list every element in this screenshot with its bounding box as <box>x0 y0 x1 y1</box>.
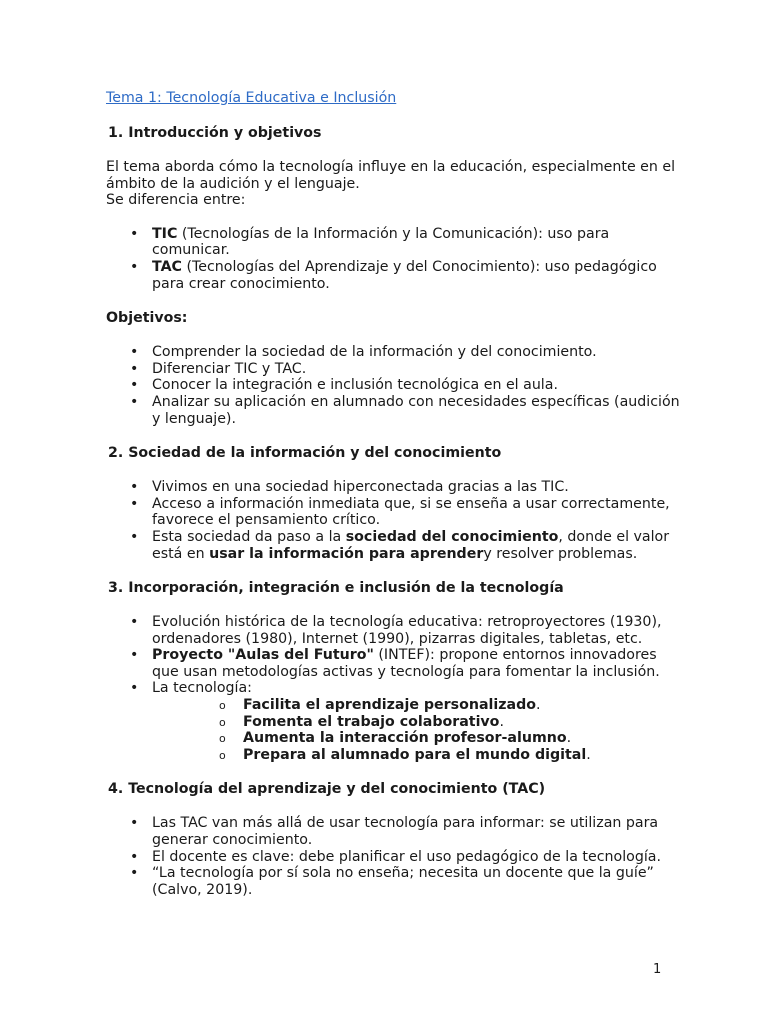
list-item: • Conocer la integración e inclusión tecnológica en el aula. <box>106 377 686 394</box>
section-heading-4: 4. Tecnología del aprendizaje y del conocimiento (TAC) <box>108 781 546 798</box>
section-heading-1: 1. Introducción y objetivos <box>108 125 322 141</box>
document-page <box>106 89 686 915</box>
sublist-item: o Fomenta el trabajo colaborativo. <box>152 714 686 731</box>
list-item: • Las TAC van más allá de usar tecnología para informar: se utilizan para generar conocimiento. <box>106 815 686 848</box>
list-item: • Diferenciar TIC y TAC. <box>106 361 686 378</box>
list-item: • La tecnología: o Facilita el aprendizaje personalizado. o Fomenta el trabajo colaborativo. o Aumenta la interacción profesor-alumno. o Prepara al alumnado para el mundo digital. <box>106 680 686 763</box>
section-heading-3: 3. Incorporación, integración e inclusión de la tecnología <box>108 580 564 597</box>
sublist-item: o Facilita el aprendizaje personalizado. <box>152 697 686 714</box>
section-3-list <box>106 614 686 763</box>
list-item: • “La tecnología por sí sola no enseña; necesita un docente que la guíe” (Calvo, 2019). <box>106 865 686 898</box>
list-item: • Acceso a información inmediata que, si se enseña a usar correctamente, favorece el pensamiento crítico. <box>106 496 686 529</box>
page-number: 1 <box>653 962 662 977</box>
sublist-item: o Aumenta la interacción profesor-alumno. <box>152 730 686 747</box>
list-item: • Evolución histórica de la tecnología educativa: retroproyectores (1930), ordenadores (1980), Internet (1990), pizarras digitales, tabletas, etc. <box>106 614 686 647</box>
sublist-item: o Prepara al alumnado para el mundo digital. <box>152 747 686 764</box>
list-item: • Vivimos en una sociedad hiperconectada gracias a las TIC. <box>106 479 686 496</box>
list-item: • Esta sociedad da paso a la sociedad del conocimiento, donde el valor está en usar la información para aprendery resolver problemas. <box>106 529 686 562</box>
technology-sublist <box>152 697 686 763</box>
list-item: • TIC (Tecnologías de la Información y la Comunicación): uso para comunicar. <box>106 226 686 259</box>
list-item: • El docente es clave: debe planificar el uso pedagógico de la tecnología. <box>106 849 686 866</box>
tic-tac-list <box>106 226 686 292</box>
list-item: • TAC (Tecnologías del Aprendizaje y del Conocimiento): uso pedagógico para crear conocimiento. <box>106 259 686 292</box>
document-title[interactable]: Tema 1: Tecnología Educativa e Inclusión <box>106 90 397 106</box>
list-item: • Proyecto "Aulas del Futuro" (INTEF): propone entornos innovadores que usan metodologías activas y tecnología para fomentar la inclusión. <box>106 647 686 680</box>
list-item: • Comprender la sociedad de la información y del conocimiento. <box>106 344 686 361</box>
list-item: • Analizar su aplicación en alumnado con necesidades específicas (audición y lenguaje). <box>106 394 686 427</box>
section-2-list <box>106 479 686 562</box>
section-4-list <box>106 815 686 898</box>
objectives-heading: Objetivos: <box>106 310 188 327</box>
section-heading-2: 2. Sociedad de la información y del conocimiento <box>108 445 502 462</box>
objectives-list <box>106 344 686 427</box>
intro-paragraph: El tema aborda cómo la tecnología influye en la educación, especialmente en el ámbito de la audición y el lenguaje. Se diferencia entre: <box>106 159 676 209</box>
